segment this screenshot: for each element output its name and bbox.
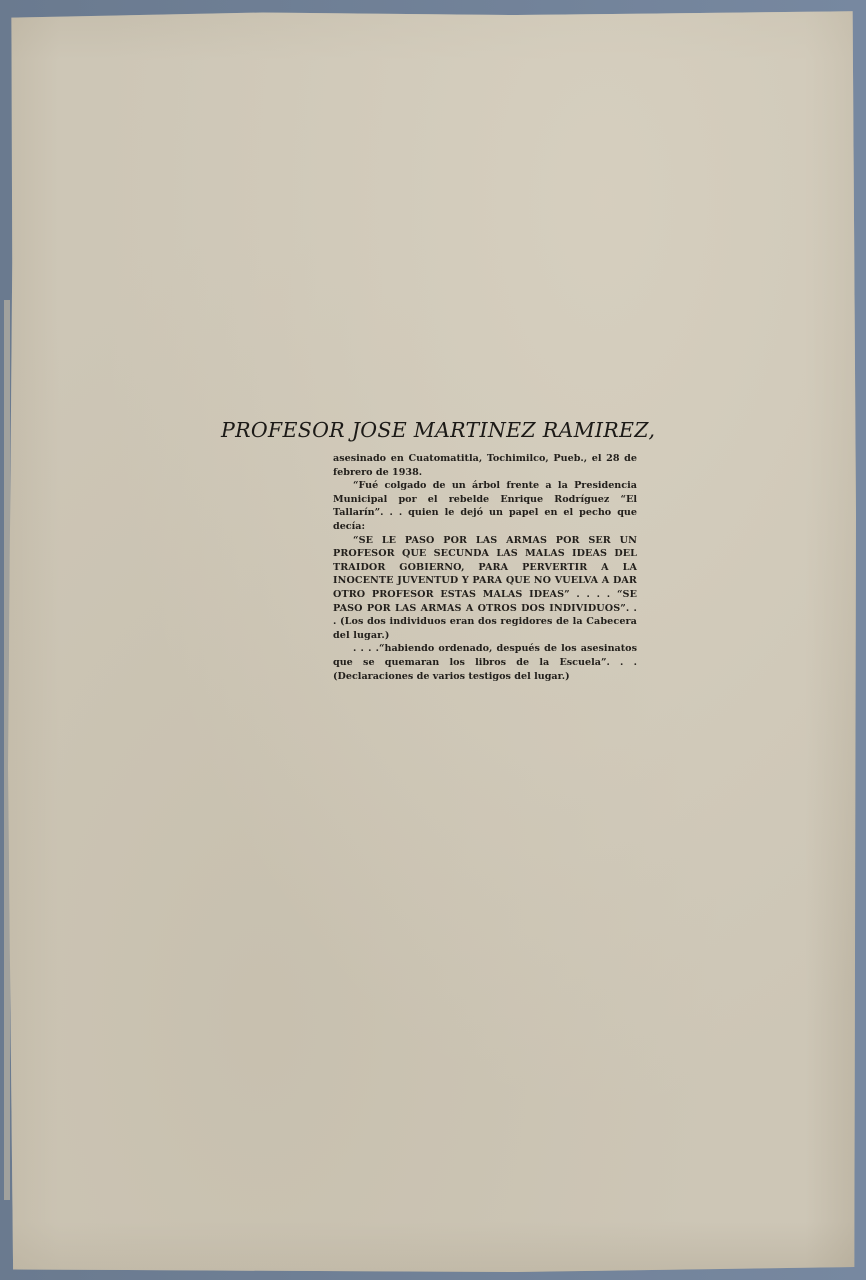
paragraph-testimony: “Fué colgado de un árbol frente a la Presidencia Municipal por el rebelde Enrique Rodríguez “El Tallarín”. . . quien le dejó un papel en el pecho que decía: xyxy=(333,480,637,532)
paragraph-note-quote: “SE LE PASO POR LAS ARMAS POR SER UN PROFESOR QUE SECUNDA LAS MALAS IDEAS DEL TRAIDOR GOBIERNO, PARA PERVERTIR A LA INOCENTE JUVENTUD Y PARA QUE NO VUELVA A DAR OTRO PROFESOR ESTAS MALAS IDEAS” . . . . “SE PASO POR LAS ARMAS A OTROS DOS INDIVIDUOS”. . . (Los dos individuos eran dos regidores de la Cabecera del lugar.) xyxy=(333,534,637,641)
paragraph-intro: asesinado en Cuatomatitla, Tochimilco, Pueb., el 28 de febrero de 1938. xyxy=(333,453,637,478)
document-title: PROFESOR JOSE MARTINEZ RAMIREZ, xyxy=(221,418,656,442)
paragraph-declarations: . . . .“habiendo ordenado, después de los asesinatos que se quemaran los libros de la Escuela”. . . (Declaraciones de varios testigos del lugar.) xyxy=(333,643,637,682)
document-body xyxy=(333,452,637,683)
